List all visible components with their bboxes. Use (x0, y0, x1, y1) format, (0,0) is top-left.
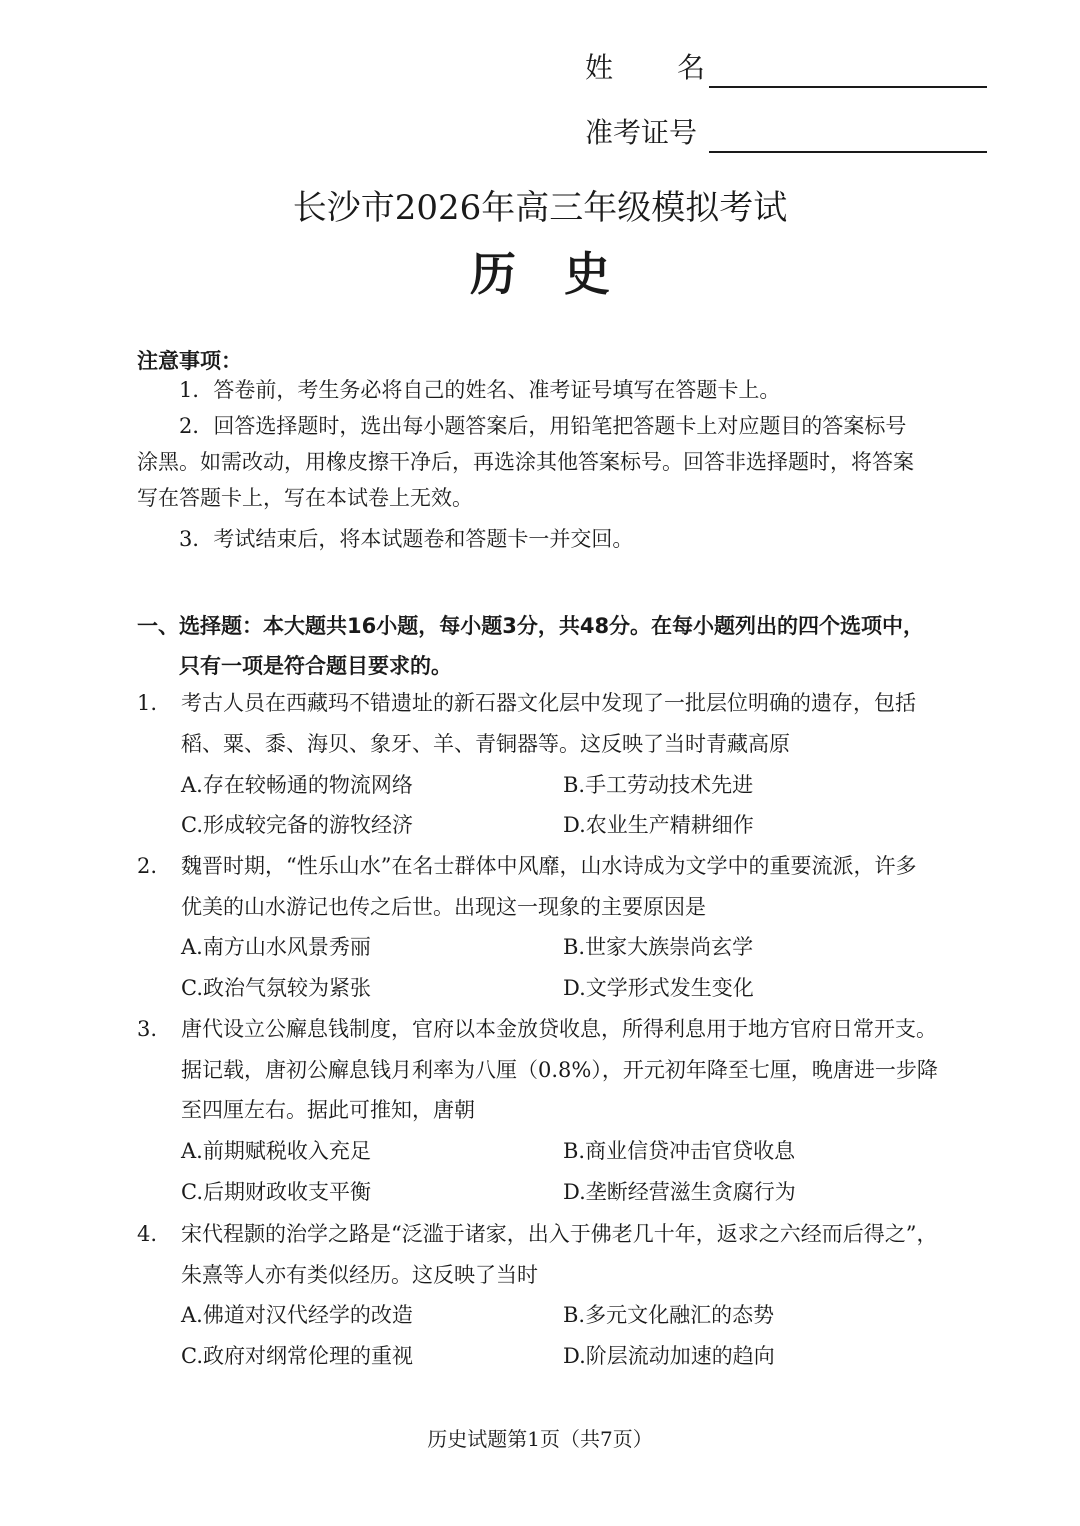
question-number: 4. (137, 1222, 158, 1246)
question-stem (181, 683, 961, 764)
name-label-char-1: 姓 (585, 51, 614, 84)
question-stem (181, 846, 961, 927)
exam-id-label: 准考证号 (585, 116, 698, 149)
section-heading-line-1: 一、选择题：本大题共16小题，每小题3分，共48分。在每小题列出的四个选项中， (137, 614, 925, 638)
question-stem-line: 魏晋时期，“性乐山水”在名士群体中风靡，山水诗成为文学中的重要流派，许多 (181, 854, 917, 878)
option-d[interactable]: D.文学形式发生变化 (563, 976, 754, 1000)
option-c[interactable]: C.政府对纲常伦理的重视 (181, 1344, 413, 1368)
notice-item-2-line-1: 2．回答选择题时，选出每小题答案后，用铅笔把答题卡上对应题目的答案标号 (179, 414, 907, 438)
question-number: 1. (137, 691, 158, 715)
section-heading (137, 606, 957, 686)
page-footer: 历史试题第1页（共7页） (427, 1427, 653, 1451)
name-field-row (585, 48, 987, 88)
option-d[interactable]: D.阶层流动加速的趋向 (563, 1344, 775, 1368)
question-stem (181, 1214, 961, 1295)
name-blank-line[interactable] (709, 56, 987, 88)
option-d[interactable]: D.垄断经营滋生贪腐行为 (563, 1180, 796, 1204)
question-stem-line: 唐代设立公廨息钱制度，官府以本金放贷收息，所得利息用于地方官府日常开支。 (181, 1017, 937, 1041)
notice-item-1: 1．答卷前，考生务必将自己的姓名、准考证号填写在答题卡上。 (179, 378, 781, 402)
exam-title: 长沙市2026年高三年级模拟考试 (292, 188, 788, 228)
option-c[interactable]: C.政治气氛较为紧张 (181, 976, 371, 1000)
option-b[interactable]: B.手工劳动技术先进 (563, 773, 754, 797)
subject-title: 历史 (470, 247, 658, 301)
question-stem-line: 稻、粟、黍、海贝、象牙、羊、青铜器等。这反映了当时青藏高原 (181, 731, 790, 756)
name-label (585, 48, 705, 88)
option-b[interactable]: B.商业信贷冲击官贷收息 (563, 1139, 796, 1163)
question-number: 2. (137, 854, 158, 878)
option-a[interactable]: A.佛道对汉代经学的改造 (181, 1303, 413, 1327)
section-heading-line-2: 只有一项是符合题目要求的。 (179, 654, 452, 678)
question-stem-line: 宋代程颢的治学之路是“泛滥于诸家，出入于佛老几十年，返求之六经而后得之”， (181, 1222, 938, 1246)
option-a[interactable]: A.存在较畅通的物流网络 (181, 773, 413, 797)
notice-item-2-line-2: 涂黑。如需改动，用橡皮擦干净后，再选涂其他答案标号。回答非选择题时，将答案 (137, 450, 914, 474)
question-number: 3. (137, 1017, 158, 1041)
question-stem-line: 至四厘左右。据此可推知，唐朝 (181, 1098, 475, 1122)
exam-id-field-row (585, 113, 987, 153)
option-c[interactable]: C.后期财政收支平衡 (181, 1180, 371, 1204)
notice-title: 注意事项： (137, 349, 242, 373)
notice-item-3: 3．考试结束后，将本试题卷和答题卡一并交回。 (179, 527, 634, 551)
option-b[interactable]: B.多元文化融汇的态势 (563, 1303, 775, 1327)
question-stem-line: 优美的山水游记也传之后世。出现这一现象的主要原因是 (181, 894, 706, 919)
question-stem-line: 据记载，唐初公廨息钱月利率为八厘（0.8%），开元初年降至七厘，晚唐进一步降 (181, 1057, 938, 1082)
question-stem-line: 考古人员在西藏玛不错遗址的新石器文化层中发现了一批层位明确的遗存，包括 (181, 691, 916, 715)
option-d[interactable]: D.农业生产精耕细作 (563, 813, 754, 837)
exam-id-blank-line[interactable] (709, 121, 987, 153)
notice-item-2-line-3: 写在答题卡上，写在本试卷上无效。 (137, 486, 473, 510)
option-c[interactable]: C.形成较完备的游牧经济 (181, 813, 413, 837)
name-label-char-2: 名 (676, 51, 705, 84)
question-stem-line: 朱熹等人亦有类似经历。这反映了当时 (181, 1262, 538, 1287)
option-a[interactable]: A.南方山水风景秀丽 (181, 935, 371, 959)
option-a[interactable]: A.前期赋税收入充足 (181, 1139, 371, 1163)
question-stem (181, 1009, 961, 1131)
option-b[interactable]: B.世家大族崇尚玄学 (563, 935, 754, 959)
